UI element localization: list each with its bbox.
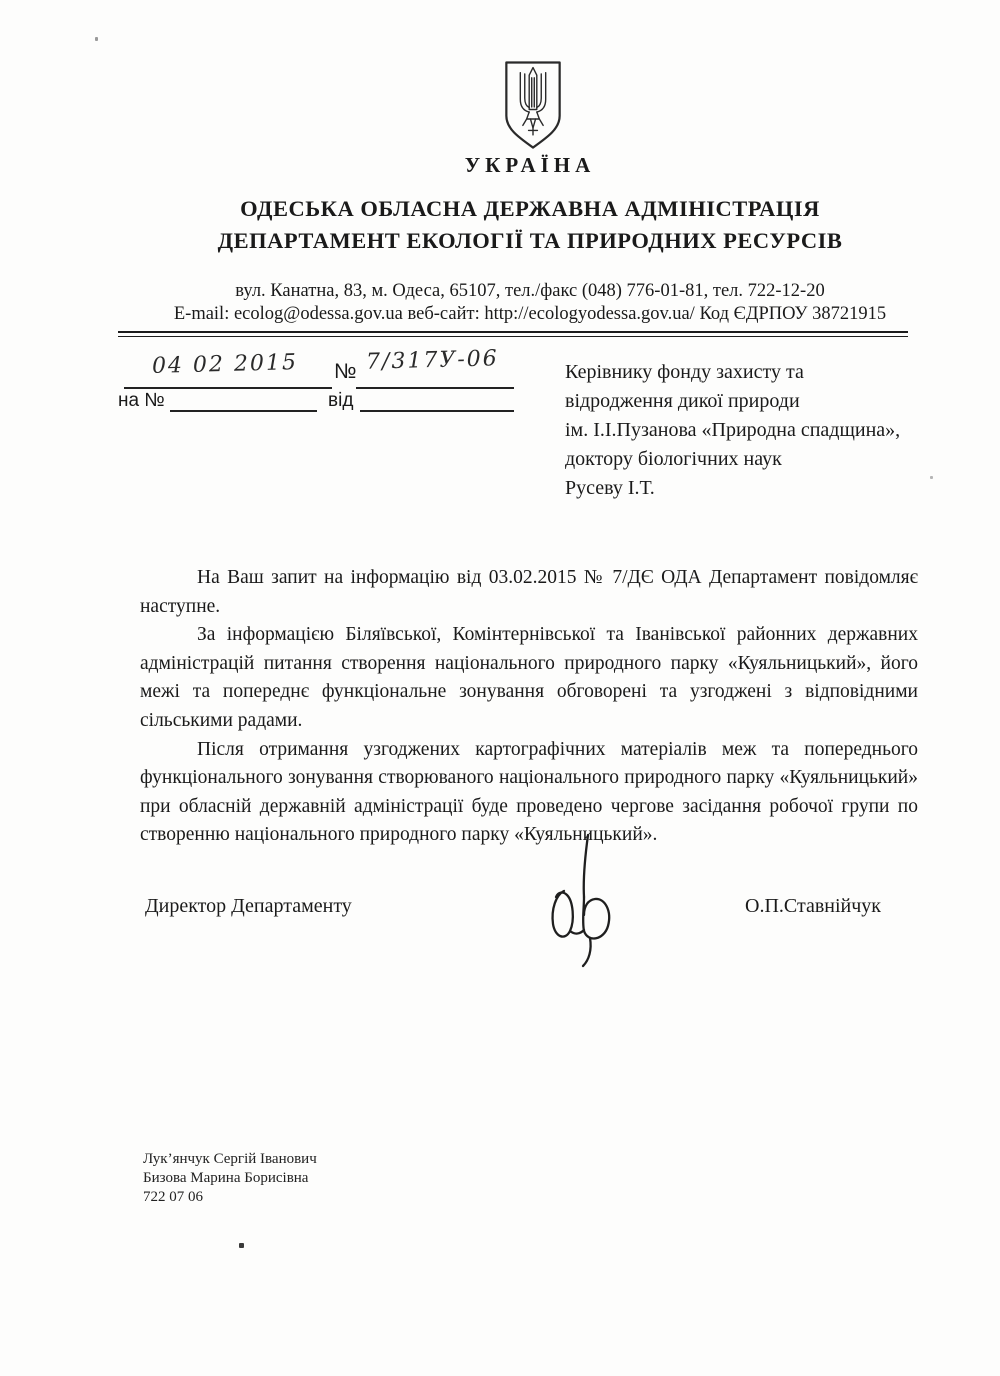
country-name: УКРАЇНА — [464, 153, 596, 177]
addressee-line: ім. І.І.Пузанова «Природна спадщина», — [565, 419, 901, 441]
addressee-line: Русеву І.Т. — [565, 477, 655, 499]
executor-name: Бизова Марина Борисівна — [143, 1170, 309, 1186]
body-paragraph: Після отримання узгоджених картографічних матеріалів меж та попереднього функціонального зонування створюваного національного природного парку «Куяльницький» при обласній державній адміністрації буде проведено чергове засідання робочої групи по створенню національного природного парку «Куяльницький». — [140, 738, 918, 846]
addressee-line: доктору біологічних наук — [565, 448, 782, 470]
executors-block — [143, 1150, 317, 1207]
signer-name: О.П.Ставнійчук — [745, 895, 882, 917]
date-underline — [124, 387, 332, 389]
address-line: вул. Канатна, 83, м. Одеса, 65107, тел./факс (048) 776-01-81, тел. 722-12-20 — [235, 281, 825, 301]
scan-speck — [930, 476, 933, 479]
body-paragraph: За інформацією Біляївської, Комінтернівської та Іванівської районних державних адміністрацій питання створення національного природного парку «Куяльницький», його межі та попереднє функціональне зонування обговорені та узгоджені з відповідними сільськими радами. — [140, 624, 918, 731]
scan-speck — [239, 1243, 244, 1248]
scan-speck — [95, 37, 98, 41]
letterhead-divider — [118, 331, 908, 337]
organization-name-line1: ОДЕСЬКА ОБЛАСНА ДЕРЖАВНА АДМІНІСТРАЦІЯ — [240, 196, 820, 221]
handwritten-date: 04 02 2015 — [151, 350, 299, 379]
executor-phone: 722 07 06 — [143, 1189, 203, 1205]
contacts-line: E-mail: ecolog@odessa.gov.ua веб-сайт: http://ecologyodessa.gov.ua/ Код ЄДРПОУ 38721915 — [173, 304, 887, 324]
from-date-underline — [360, 410, 514, 412]
handwritten-signature-icon — [518, 833, 643, 971]
addressee-line: Керівнику фонду захисту та — [565, 361, 804, 383]
signer-title: Директор Департаменту — [145, 895, 352, 917]
ukraine-trident-emblem-icon — [501, 60, 565, 152]
addressee-line: відродження дикої природи — [565, 390, 800, 412]
number-sign-label: № — [334, 360, 357, 383]
executor-name: Лук’янчук Сергій Іванович — [143, 1151, 317, 1167]
letter-body — [140, 564, 918, 850]
number-underline — [356, 387, 514, 389]
body-paragraph: На Ваш запит на інформацію від 03.02.2015 № 7/ДЄ ОДА Департамент повідомляє наступне. — [140, 567, 918, 617]
from-date-label: від — [328, 390, 354, 411]
reply-number-underline — [170, 410, 317, 412]
reply-to-number-label: на № — [118, 390, 165, 411]
organization-name-line2: ДЕПАРТАМЕНТ ЕКОЛОГІЇ ТА ПРИРОДНИХ РЕСУРСІВ — [217, 228, 843, 253]
handwritten-outgoing-number: 7/317У-06 — [365, 346, 500, 375]
addressee-block — [565, 358, 965, 503]
